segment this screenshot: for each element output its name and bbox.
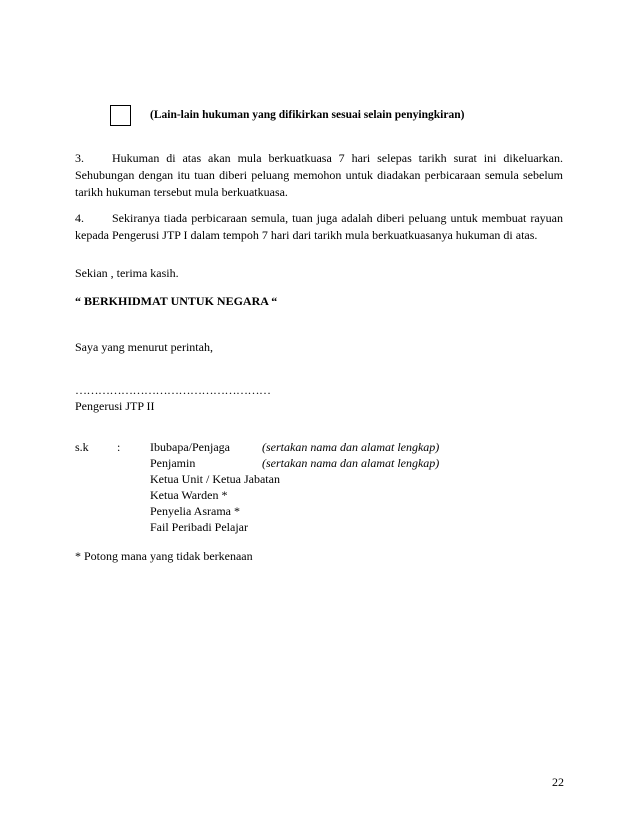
motto: “ BERKHIDMAT UNTUK NEGARA “ [75,294,278,308]
cc-recipient: Ketua Unit / Ketua Jabatan [150,472,280,486]
cc-label: s.k [75,440,89,454]
paragraph-4 [75,210,563,244]
cc-recipient: Fail Peribadi Pelajar [150,520,248,534]
cc-recipient: Ketua Warden * [150,488,228,502]
paragraph-3-number: 3. [75,151,84,165]
paragraph-3-text: Hukuman di atas akan mula berkuatkuasa 7 hari selepas tarikh surat ini dikeluarkan. Sehubungan dengan itu tuan diberi peluang memohon untuk diadakan perbicaraan semula sebelum tarikh hukuman tersebut mula berkuatkuasa. [75,151,563,199]
footnote: * Potong mana yang tidak berkenaan [75,549,253,563]
cc-recipient-note: (sertakan nama dan alamat lengkap) [262,440,440,454]
cc-colon: : [117,440,121,454]
signature-line: …………………………………………… [75,383,271,397]
paragraph-3 [75,150,563,201]
cc-recipient-note: (sertakan nama dan alamat lengkap) [262,456,440,470]
page-number: 22 [552,775,564,789]
cc-recipient: Penjamin [150,456,196,470]
closing-text: Sekian , terima kasih. [75,266,179,280]
signatory: Pengerusi JTP II [75,399,155,413]
option-label: (Lain-lain hukuman yang difikirkan sesuai selain penyingkiran) [150,109,465,121]
cc-recipient: Penyelia Asrama * [150,504,240,518]
paragraph-4-text: Sekiranya tiada perbicaraan semula, tuan juga adalah diberi peluang untuk membuat rayuan kepada Pengerusi JTP I dalam tempoh 7 hari dari tarikh mula berkuatkuasanya hukuman di atas. [75,211,563,242]
signoff: Saya yang menurut perintah, [75,340,213,354]
cc-recipient: Ibubapa/Penjaga [150,440,230,454]
option-checkbox[interactable] [110,105,131,126]
paragraph-4-number: 4. [75,211,84,225]
